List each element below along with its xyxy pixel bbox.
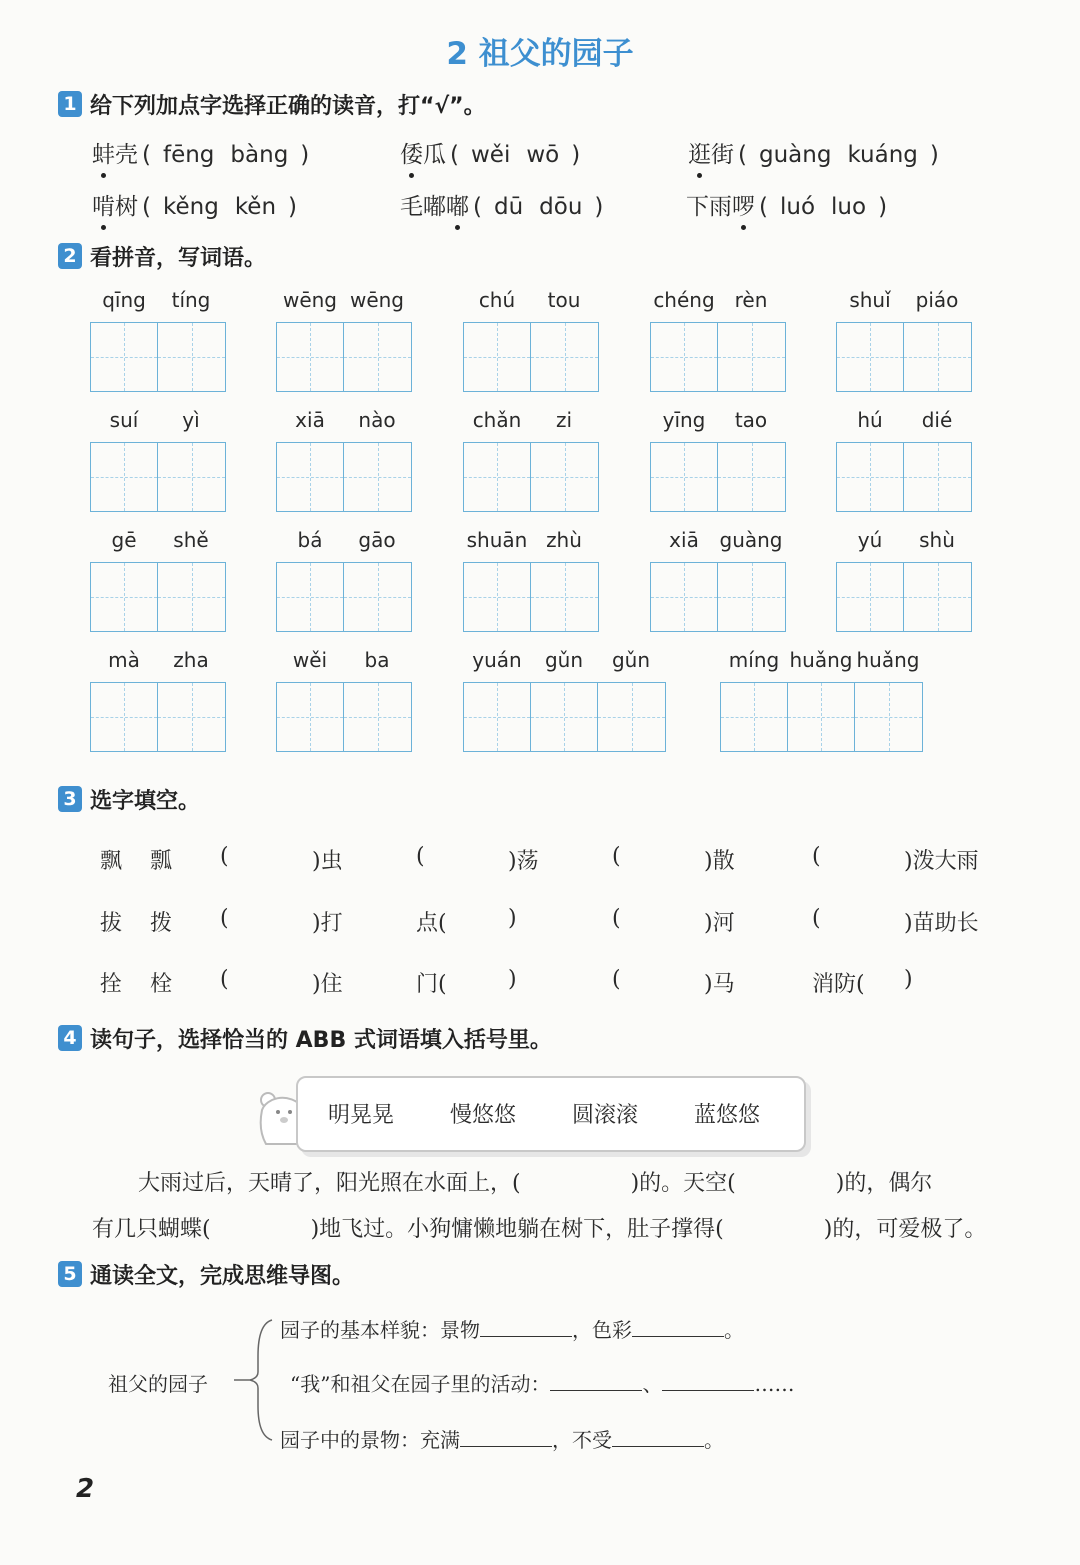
writing-cell[interactable] — [651, 443, 718, 511]
writing-cell[interactable] — [277, 323, 344, 391]
writing-cell[interactable] — [344, 323, 411, 391]
writing-cells — [276, 682, 412, 752]
writing-cell[interactable] — [837, 563, 904, 631]
fill-in-text: 消防( — [812, 972, 865, 997]
fill-in-text: 门( — [416, 972, 447, 997]
pinyin-option[interactable]: wō — [526, 142, 560, 168]
writing-cell[interactable] — [464, 323, 531, 391]
fill-in-row — [100, 906, 1020, 938]
passage-text: )的。天空( — [630, 1171, 736, 1196]
fill-in-text: ( — [812, 906, 821, 931]
question-5-heading — [58, 1260, 354, 1288]
pinyin-syllable: qīng — [102, 288, 146, 312]
page-number: 2 — [76, 1474, 95, 1504]
fill-in-text: ) — [508, 906, 517, 931]
pinyin-option[interactable]: bàng — [230, 142, 289, 168]
question-number: 5 — [58, 1261, 82, 1287]
writing-cells — [463, 682, 666, 752]
pinyin-syllable: yīng — [662, 408, 706, 432]
writing-cell[interactable] — [531, 443, 598, 511]
fill-in-text: )马 — [704, 972, 735, 997]
pinyin-syllable: shě — [173, 528, 209, 552]
writing-cells — [463, 322, 599, 392]
mindmap-branch-3 — [280, 1424, 724, 1453]
dotted-char: 蚌 — [92, 136, 115, 169]
question-number: 1 — [58, 91, 82, 117]
pinyin-syllable: yì — [182, 408, 200, 432]
writing-cell[interactable] — [91, 563, 158, 631]
question-prompt: 读句子，选择恰当的 ABB 式词语填入括号里。 — [90, 1027, 552, 1053]
branch-text: 。 — [704, 1428, 724, 1452]
word-option: 蓝悠悠 — [694, 1103, 761, 1128]
pinyin-syllable: tou — [547, 288, 581, 312]
fill-in-text: ( — [416, 844, 425, 869]
open-paren: ( — [142, 194, 151, 220]
fill-in-text: ( — [220, 844, 229, 869]
fill-in-row — [100, 967, 1020, 999]
writing-cell[interactable] — [904, 443, 971, 511]
writing-cells — [276, 562, 412, 632]
pinyin-syllable: suí — [109, 408, 139, 432]
pinyin-syllable: chéng — [653, 288, 715, 312]
writing-cell[interactable] — [855, 683, 922, 751]
close-paren: ) — [571, 142, 581, 168]
mindmap-root: 祖父的园子 — [108, 1372, 208, 1396]
writing-cell[interactable] — [158, 323, 225, 391]
pinyin-syllable: tao — [734, 408, 768, 432]
branch-text: 园子中的景物：充满 — [280, 1428, 460, 1452]
writing-cell[interactable] — [277, 563, 344, 631]
writing-cell[interactable] — [904, 323, 971, 391]
writing-cell[interactable] — [464, 443, 531, 511]
writing-cell[interactable] — [718, 443, 785, 511]
passage-text: )的，可爱极了。 — [823, 1217, 987, 1242]
pinyin-syllable: shuǐ — [849, 288, 891, 312]
fill-in-text: )散 — [704, 849, 735, 874]
writing-cell[interactable] — [531, 323, 598, 391]
writing-cells — [650, 322, 786, 392]
pinyin-syllable: xiā — [295, 408, 325, 432]
pronunciation-item — [686, 188, 891, 221]
mindmap-brace — [230, 1316, 280, 1446]
pinyin-syllable: zha — [173, 648, 209, 672]
fill-in-text: ( — [612, 967, 621, 992]
pinyin-option[interactable]: kuáng — [847, 142, 918, 168]
fill-in-text: ( — [220, 967, 229, 992]
fill-in-text: ( — [812, 844, 821, 869]
fill-in-text: )泼大雨 — [904, 849, 979, 874]
word-char: 瓜 — [423, 142, 446, 168]
open-paren: ( — [473, 194, 482, 220]
pinyin-syllable: yuán — [472, 648, 522, 672]
writing-cell[interactable] — [598, 683, 665, 751]
passage-text: 大雨过后，天晴了，阳光照在水面上，( — [138, 1171, 521, 1196]
writing-cell[interactable] — [158, 443, 225, 511]
fill-in-text: )住 — [312, 972, 343, 997]
writing-cells — [463, 442, 599, 512]
pronunciation-item — [400, 136, 584, 169]
writing-cell[interactable] — [718, 563, 785, 631]
fill-in-text: ( — [220, 906, 229, 931]
writing-cell[interactable] — [158, 563, 225, 631]
writing-cell[interactable] — [91, 683, 158, 751]
dotted-char: 啰 — [732, 188, 755, 221]
pronunciation-item — [92, 136, 313, 169]
writing-cells — [276, 322, 412, 392]
pinyin-option[interactable]: kěn — [234, 194, 277, 220]
candidate-char: 栓 — [150, 972, 173, 997]
fill-in-text: ) — [904, 967, 913, 992]
question-prompt: 选字填空。 — [90, 788, 201, 814]
word-option: 慢悠悠 — [450, 1103, 517, 1128]
passage-line-2 — [92, 1212, 986, 1243]
pinyin-option[interactable]: kěng — [162, 194, 219, 220]
fill-in-row — [100, 844, 1020, 876]
word-option: 圆滚滚 — [572, 1103, 639, 1128]
answer-blank[interactable] — [550, 1370, 642, 1391]
writing-cell[interactable] — [91, 443, 158, 511]
writing-cell[interactable] — [91, 323, 158, 391]
close-paren: ) — [878, 194, 888, 220]
word-bank — [296, 1076, 806, 1152]
writing-cell[interactable] — [277, 683, 344, 751]
writing-cell[interactable] — [531, 563, 598, 631]
writing-cell[interactable] — [837, 323, 904, 391]
writing-cell[interactable] — [344, 683, 411, 751]
word-char: 树 — [115, 194, 138, 220]
pinyin-syllable: gāo — [358, 528, 396, 552]
question-prompt: 通读全文，完成思维导图。 — [90, 1263, 355, 1289]
word-char: 街 — [711, 142, 734, 168]
candidate-char: 瓢 — [150, 849, 173, 874]
page-title: 2 祖父的园子 — [446, 36, 634, 72]
open-paren: ( — [759, 194, 768, 220]
writing-cell[interactable] — [788, 683, 855, 751]
close-paren: ) — [929, 142, 939, 168]
writing-cell[interactable] — [464, 563, 531, 631]
passage-text: )地飞过。小狗慵懒地躺在树下，肚子撑得( — [310, 1217, 724, 1242]
writing-cells — [90, 322, 226, 392]
pinyin-syllable: nào — [358, 408, 396, 432]
fill-in-text: )河 — [704, 911, 735, 936]
fill-in-text: ( — [612, 906, 621, 931]
branch-text: 。 — [724, 1318, 744, 1342]
answer-blank[interactable] — [480, 1316, 572, 1337]
branch-text: 、 — [642, 1372, 663, 1396]
pinyin-syllable: huǎng — [856, 648, 920, 672]
writing-cell[interactable] — [718, 323, 785, 391]
pinyin-syllable: shù — [919, 528, 955, 552]
pinyin-option[interactable]: dōu — [539, 194, 583, 220]
writing-cell[interactable] — [158, 683, 225, 751]
writing-cells — [720, 682, 923, 752]
pinyin-syllable: wēng — [349, 288, 405, 312]
answer-blank[interactable] — [632, 1316, 724, 1337]
answer-blank[interactable] — [460, 1426, 552, 1447]
answer-blank[interactable] — [612, 1426, 704, 1447]
fill-in-text: )虫 — [312, 849, 343, 874]
pinyin-option[interactable]: fēng — [162, 142, 215, 168]
pinyin-syllable: zhù — [546, 528, 582, 552]
passage-text: 有几只蝴蝶( — [92, 1217, 211, 1242]
pinyin-syllable: gǔn — [544, 648, 584, 672]
open-paren: ( — [142, 142, 151, 168]
fill-in-text: ( — [612, 844, 621, 869]
question-prompt: 看拼音，写词语。 — [90, 245, 267, 271]
branch-text: “我”和祖父在园子里的活动： — [290, 1372, 551, 1396]
word-option: 明晃晃 — [328, 1103, 395, 1128]
branch-text: ，色彩 — [572, 1318, 632, 1342]
pinyin-syllable: huǎng — [789, 648, 853, 672]
writing-cell[interactable] — [344, 563, 411, 631]
question-prompt: 给下列加点字选择正确的读音，打“√”。 — [90, 93, 486, 119]
pinyin-syllable: ba — [364, 648, 390, 672]
pronunciation-item — [688, 136, 943, 169]
word-char: 下雨 — [686, 194, 732, 220]
writing-cell[interactable] — [651, 323, 718, 391]
writing-cell[interactable] — [464, 683, 531, 751]
pinyin-syllable: gē — [111, 528, 137, 552]
branch-text: 园子的基本样貌：景物 — [280, 1318, 480, 1342]
candidate-char: 拨 — [150, 911, 173, 936]
pinyin-option[interactable]: dū — [493, 194, 524, 220]
pinyin-syllable: guàng — [719, 528, 783, 552]
answer-blank[interactable] — [662, 1370, 754, 1391]
pinyin-syllable: dié — [921, 408, 953, 432]
pinyin-option[interactable]: guàng — [758, 142, 832, 168]
pinyin-syllable: hú — [857, 408, 883, 432]
pinyin-option[interactable]: luo — [831, 194, 867, 220]
mindmap-branch-2 — [290, 1368, 794, 1397]
open-paren: ( — [450, 142, 459, 168]
writing-cells — [90, 562, 226, 632]
writing-cells — [463, 562, 599, 632]
candidate-char: 飘 — [100, 849, 123, 874]
pinyin-syllable: bá — [297, 528, 323, 552]
pinyin-option[interactable]: wěi — [470, 142, 511, 168]
word-char: 壳 — [115, 142, 138, 168]
close-paren: ) — [288, 194, 298, 220]
pinyin-syllable: wēng — [282, 288, 338, 312]
pinyin-syllable: gǔn — [611, 648, 651, 672]
question-1-heading — [58, 90, 486, 118]
open-paren: ( — [738, 142, 747, 168]
pinyin-syllable: piáo — [915, 288, 959, 312]
question-2-heading — [58, 242, 266, 270]
fill-in-text: 点( — [416, 911, 447, 936]
close-paren: ) — [594, 194, 604, 220]
dotted-char: 嘟 — [446, 188, 469, 221]
fill-in-text: )荡 — [508, 849, 539, 874]
question-3-heading — [58, 785, 200, 813]
writing-cells — [90, 682, 226, 752]
writing-cells — [276, 442, 412, 512]
pinyin-syllable: wěi — [292, 648, 328, 672]
writing-cell[interactable] — [837, 443, 904, 511]
candidate-char: 拴 — [100, 972, 123, 997]
question-number: 2 — [58, 243, 82, 269]
pronunciation-item — [92, 188, 301, 221]
mindmap-branch-1 — [280, 1314, 744, 1343]
writing-cell[interactable] — [721, 683, 788, 751]
pinyin-syllable: tíng — [171, 288, 211, 312]
writing-cells — [836, 322, 972, 392]
writing-cells — [650, 442, 786, 512]
question-number: 3 — [58, 786, 82, 812]
writing-cells — [836, 562, 972, 632]
pinyin-syllable: chǎn — [472, 408, 522, 432]
writing-cell[interactable] — [344, 443, 411, 511]
pinyin-syllable: xiā — [669, 528, 699, 552]
candidate-char: 拔 — [100, 911, 123, 936]
word-char: 毛嘟 — [400, 194, 446, 220]
dotted-char: 啃 — [92, 188, 115, 221]
writing-cells — [836, 442, 972, 512]
writing-cells — [650, 562, 786, 632]
dotted-char: 逛 — [688, 136, 711, 169]
pinyin-syllable: zi — [555, 408, 573, 432]
dotted-char: 倭 — [400, 136, 423, 169]
pinyin-syllable: rèn — [734, 288, 768, 312]
branch-text: ，不受 — [552, 1428, 612, 1452]
pinyin-option[interactable]: luó — [779, 194, 816, 220]
passage-line-1 — [138, 1166, 932, 1197]
close-paren: ) — [300, 142, 310, 168]
writing-cell[interactable] — [904, 563, 971, 631]
branch-text: …… — [754, 1372, 795, 1396]
pinyin-syllable: yú — [857, 528, 883, 552]
pinyin-syllable: chú — [478, 288, 516, 312]
writing-cell[interactable] — [651, 563, 718, 631]
writing-cells — [90, 442, 226, 512]
pinyin-syllable: mà — [108, 648, 140, 672]
writing-cell[interactable] — [277, 443, 344, 511]
question-4-heading — [58, 1024, 552, 1052]
fill-in-text: )打 — [312, 911, 343, 936]
fill-in-text: )苗助长 — [904, 911, 979, 936]
fill-in-text: ) — [508, 967, 517, 992]
pinyin-syllable: shuān — [466, 528, 528, 552]
question-number: 4 — [58, 1025, 82, 1051]
passage-text: )的，偶尔 — [835, 1171, 933, 1196]
pinyin-syllable: míng — [728, 648, 780, 672]
writing-cell[interactable] — [531, 683, 598, 751]
pronunciation-item — [400, 188, 607, 221]
